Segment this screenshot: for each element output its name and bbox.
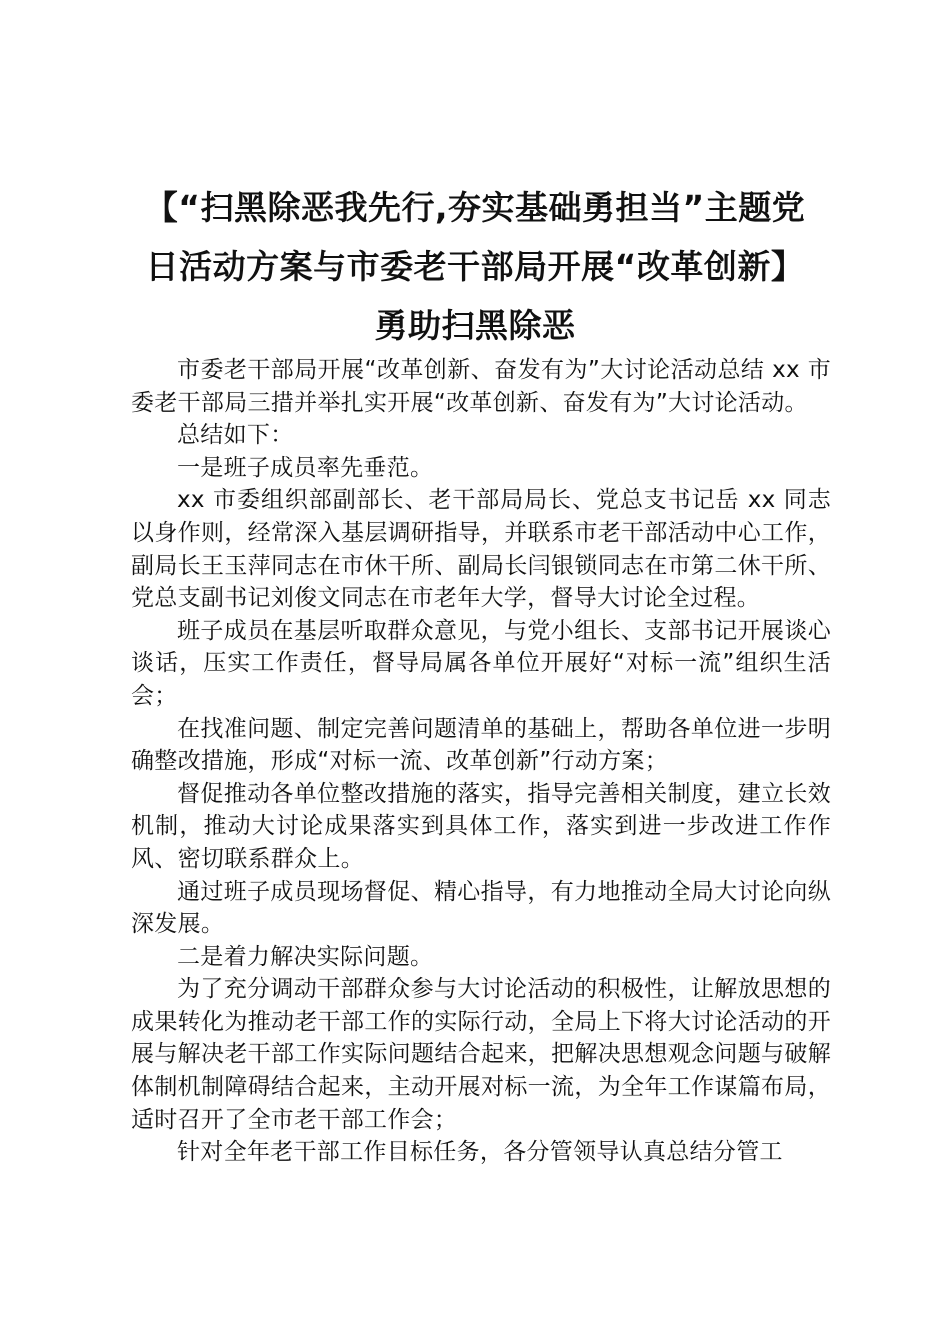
section-heading: 一是班子成员率先垂范。 — [177, 454, 434, 481]
body-paragraph: 总结如下： — [177, 422, 294, 449]
body-paragraph: 为了充分调动干部群众参与大讨论活动的积极性，让解放思想的成果转化为推动老干部工作的实际行动，全局上下将大讨论活动的开展与解决老干部工作实际问题结合起来，把解决思想观念问题与破解体制机制障碍结合起来，主动开展对标一流，为全年工作谋篇布局，适时召开了全市老干部工作会； — [131, 976, 831, 1133]
section-heading: 二是着力解决实际问题。 — [177, 943, 434, 970]
document-body — [131, 354, 831, 1169]
body-paragraph: xx 市委组织部副部长、老干部局局长、党总支书记岳 xx 同志以身作则，经常深入基层调研指导，并联系市老干部活动中心工作，副局长王玉萍同志在市休干所、副局长闫银锁同志在市第二休干所、党总支副书记刘俊文同志在市老年大学，督导大讨论全过程。 — [131, 487, 831, 612]
title-line: 日活动方案与市委老干部局开展“改革创新】 — [145, 247, 805, 286]
body-paragraph: 针对全年老干部工作目标任务，各分管领导认真总结分管工 — [177, 1139, 783, 1166]
body-paragraph: 通过班子成员现场督促、精心指导，有力地推动全局大讨论向纵深发展。 — [131, 878, 831, 938]
title-line: 【“扫黑除恶我先行,夯实基础勇担当”主题党 — [144, 188, 806, 227]
title-line: 勇助扫黑除恶 — [374, 306, 576, 345]
body-paragraph: 班子成员在基层听取群众意见，与党小组长、支部书记开展谈心谈话，压实工作责任，督导局属各单位开展好“对标一流”组织生活会； — [131, 617, 831, 709]
document-title — [128, 178, 822, 355]
body-paragraph: 市委老干部局开展“改革创新、奋发有为”大讨论活动总结 xx 市委老干部局三措并举扎实开展“改革创新、奋发有为”大讨论活动。 — [131, 357, 831, 416]
body-paragraph: 在找准问题、制定完善问题清单的基础上，帮助各单位进一步明确整改措施，形成“对标一流、改革创新”行动方案； — [131, 715, 831, 775]
body-paragraph: 督促推动各单位整改措施的落实，指导完善相关制度，建立长效机制，推动大讨论成果落实到具体工作，落实到进一步改进工作作风、密切联系群众上。 — [131, 780, 831, 872]
